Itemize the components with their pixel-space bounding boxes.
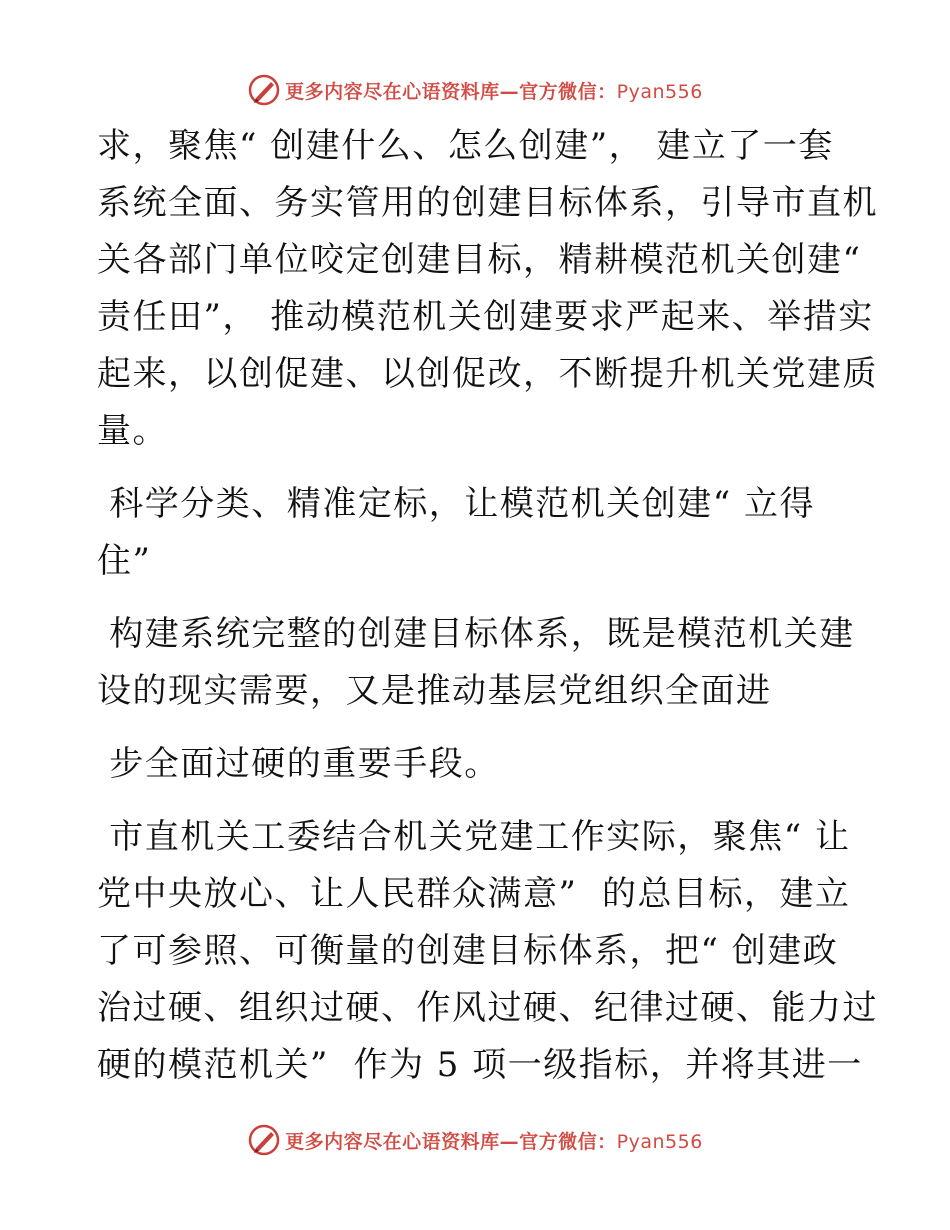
- header-watermark-banner: [0, 72, 950, 108]
- body-line: 量。: [97, 411, 168, 451]
- footer-wechat-id: Pyan556: [616, 1130, 703, 1153]
- body-line: 治过硬、组织过硬、作风过硬、纪律过硬、能力过: [97, 988, 878, 1028]
- body-line: 硬的模范机关” 作为 5 项一级指标，并将其进一: [97, 1045, 863, 1085]
- document-body: [97, 118, 878, 1094]
- body-line: 党中央放心、让人民群众满意” 的总目标，建立: [97, 874, 851, 914]
- body-line: 起来，以创促建、以创促改，不断提升机关党建质: [97, 354, 878, 394]
- body-line: 系统全面、务实管用的创建目标体系，引导市直机: [97, 183, 878, 223]
- body-line: 关各部门单位咬定创建目标，精耕模范机关创建“: [97, 240, 862, 280]
- body-line: 步全面过硬的重要手段。: [97, 744, 500, 784]
- section-heading-line: 科学分类、精准定标，让模范机关创建“ 立得: [97, 484, 815, 524]
- body-line: 了可参照、可衡量的创建目标体系，把“ 创建政: [97, 931, 839, 971]
- footer-watermark-banner: [0, 1122, 950, 1158]
- footer-watermark-text: 更多内容尽在心语资料库—官方微信：Pyan556: [285, 1130, 703, 1153]
- header-wechat-id: Pyan556: [616, 80, 703, 103]
- body-line: 责任田”， 推动模范机关创建要求严起来、举措实: [97, 297, 874, 337]
- body-line: 设的现实需要，又是推动基层党组织全面进: [97, 671, 772, 711]
- body-line: 市直机关工委结合机关党建工作实际，聚焦“ 让: [97, 817, 851, 857]
- body-line: 求，聚焦“ 创建什么、怎么创建”， 建立了一套: [97, 126, 834, 166]
- header-watermark-text: 更多内容尽在心语资料库—官方微信：Pyan556: [285, 80, 703, 103]
- pen-logo-icon: [247, 73, 281, 107]
- body-line: 构建系统完整的创建目标体系，既是模范机关建: [97, 614, 855, 654]
- section-heading-line: 住”: [97, 541, 152, 581]
- pen-logo-icon: [247, 1123, 281, 1157]
